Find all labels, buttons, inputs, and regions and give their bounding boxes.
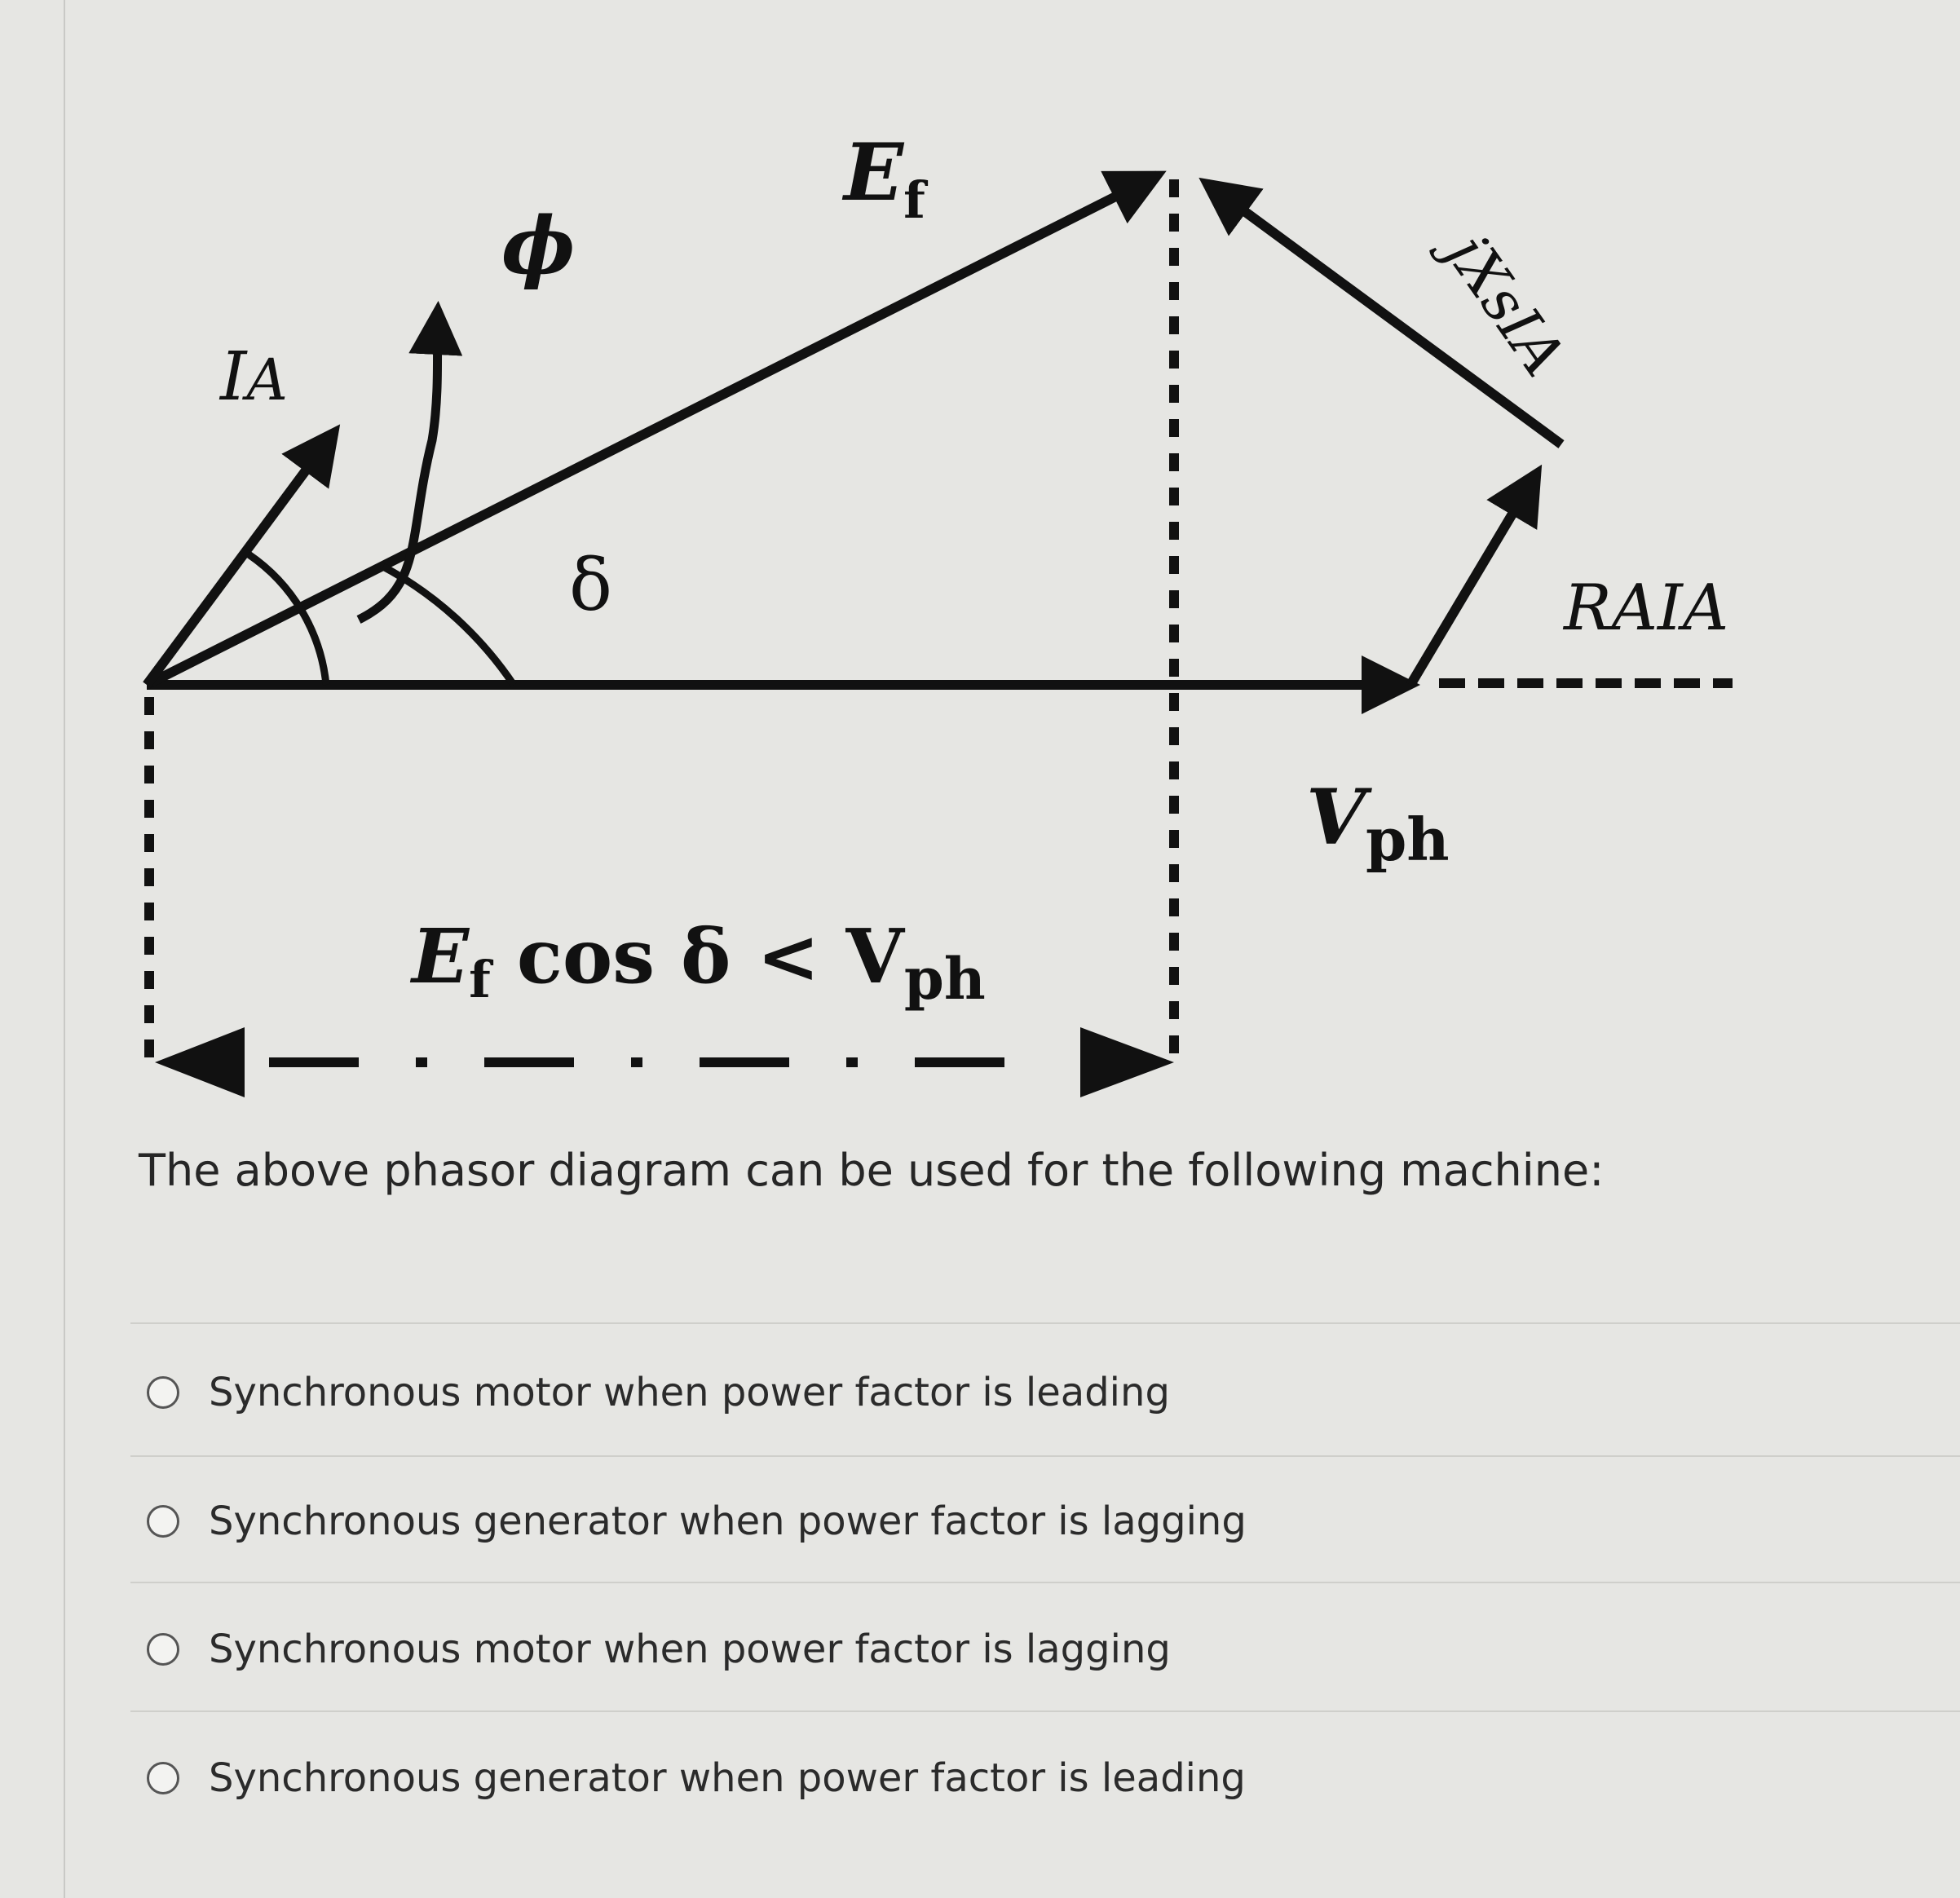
relation-label: Ef $\cos \delta < V_{ph}$ <box>412 912 986 1013</box>
option-label-motor-leading: Synchronous motor when power factor is leading <box>209 1370 1170 1415</box>
option-motor-leading[interactable] <box>147 1370 1170 1415</box>
ia-angle-arc <box>249 554 326 685</box>
divider-4 <box>130 1710 1960 1712</box>
projection-arrow-right <box>1080 1027 1174 1097</box>
radio-generator-lagging[interactable] <box>147 1505 179 1538</box>
radio-motor-lagging[interactable] <box>147 1633 179 1666</box>
divider-3 <box>130 1582 1960 1583</box>
radio-motor-leading[interactable] <box>147 1376 179 1409</box>
jxsia-label: jXsIA <box>1433 221 1579 389</box>
divider-2 <box>130 1455 1960 1457</box>
raia-label: RAIA <box>1564 572 1729 645</box>
delta-label: δ <box>569 543 612 627</box>
option-label-motor-lagging: Synchronous motor when power factor is lagging <box>209 1627 1171 1672</box>
divider-1 <box>130 1322 1960 1324</box>
option-label-generator-leading: Synchronous generator when power factor is leading <box>209 1755 1246 1801</box>
vph-label: $V_{ph}$ <box>1306 773 1450 874</box>
ia-phasor <box>147 432 334 685</box>
option-label-generator-lagging: Synchronous generator when power factor is lagging <box>209 1499 1247 1544</box>
option-motor-lagging[interactable] <box>147 1627 1171 1672</box>
ia-label: IA <box>220 338 288 416</box>
ef-label: $E_f$ <box>844 126 925 230</box>
option-generator-leading[interactable] <box>147 1755 1246 1801</box>
projection-arrow-left <box>155 1027 245 1097</box>
phi-label: ϕ <box>501 200 576 292</box>
question-text: The above phasor diagram can be used for the following machine: <box>139 1145 1605 1196</box>
radio-generator-leading[interactable] <box>147 1762 179 1794</box>
option-generator-lagging[interactable] <box>147 1499 1247 1544</box>
raia-phasor <box>1410 473 1537 685</box>
